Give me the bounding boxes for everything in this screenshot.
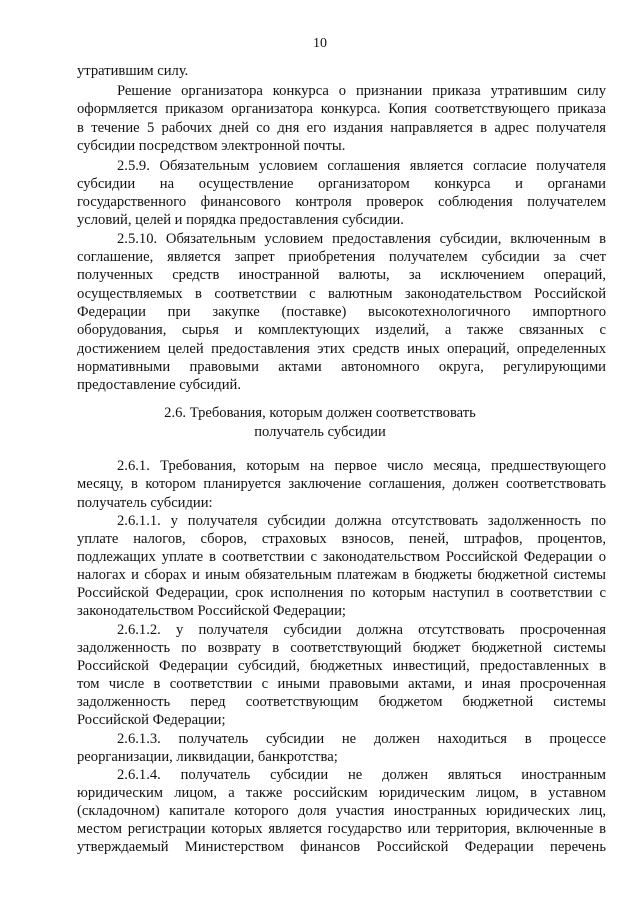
- text-line: том числе в соответствии с иными правовыми актами, и иная просроченная: [77, 676, 606, 692]
- text-line: полученных средств иностранной валюты, за исключением операций,: [77, 267, 606, 283]
- text-line: утратившим силу.: [77, 63, 189, 79]
- text-line: Решение организатора конкурса о признании приказа утратившим силу: [117, 83, 606, 99]
- text-line: законодательством Российской Федерации;: [77, 603, 346, 619]
- section-heading-line: получатель субсидии: [254, 424, 386, 440]
- text-line: предоставление субсидий.: [77, 377, 241, 393]
- text-line: 2.6.1.4. получатель субсидии не должен являться иностранным: [117, 767, 606, 783]
- text-line: в течение 5 рабочих дней со дня его издания направляется в адрес получателя: [77, 120, 606, 136]
- text-line: местом регистрации которых является государство или территория, включенные в: [77, 821, 606, 837]
- text-line: налогах и сборах и иным обязательным платежам в бюджеты бюджетной системы: [77, 567, 606, 583]
- text-line: юридическим лицом, а также российским юридическим лицом, в уставном: [77, 785, 606, 801]
- text-line: задолженность перед соответствующим бюджетом бюджетной системы: [77, 694, 606, 710]
- page-number: 10: [313, 36, 327, 51]
- text-line: реорганизации, ликвидации, банкротства;: [77, 749, 338, 765]
- text-line: Российской Федерации субсидий, бюджетных инвестиций, предоставленных в: [77, 658, 606, 674]
- text-line: субсидии на осуществление организатором конкурса и органами: [77, 176, 606, 192]
- text-line: Российской Федерации, срок исполнения по которым наступил в соответствии с: [77, 585, 606, 601]
- text-line: утверждаемый Министерством финансов Российской Федерации перечень: [77, 839, 606, 855]
- text-line: государственного финансового контроля проверок соблюдения получателем: [77, 194, 606, 210]
- text-line: субсидии посредством электронной почты.: [77, 138, 346, 154]
- text-line: 2.6.1. Требования, которым на первое число месяца, предшествующего: [117, 458, 606, 474]
- text-line: оборудования, сырья и комплектующих изделий, а также связанных с: [77, 322, 606, 338]
- text-line: соглашение, является запрет приобретения получателем субсидии за счет: [77, 249, 606, 265]
- text-line: задолженность по возврату в соответствующий бюджет бюджетной системы: [77, 640, 606, 656]
- text-line: 2.6.1.3. получатель субсидии не должен находиться в процессе: [117, 731, 606, 747]
- text-line: 2.5.9. Обязательным условием соглашения является согласие получателя: [117, 158, 606, 174]
- text-line: (складочном) капитале которого доля участия иностранных юридических лиц,: [77, 803, 606, 819]
- section-heading-line: 2.6. Требования, которым должен соответствовать: [164, 405, 476, 421]
- text-line: Российской Федерации;: [77, 712, 226, 728]
- text-line: получатель субсидии:: [77, 495, 213, 511]
- text-line: Федерации при закупке (поставке) высокотехнологичного импортного: [77, 304, 606, 320]
- text-line: 2.6.1.1. у получателя субсидии должна отсутствовать задолженность по: [117, 513, 606, 529]
- text-line: условий, целей и порядка предоставления субсидии.: [77, 212, 404, 228]
- text-line: подлежащих уплате в соответствии с законодательством Российской Федерации о: [77, 549, 606, 565]
- text-line: достижением целей предоставления этих средств иных операций, определенных: [77, 341, 606, 357]
- text-line: нормативными правовыми актами автономного округа, регулирующими: [77, 359, 606, 375]
- text-line: 2.6.1.2. у получателя субсидии должна отсутствовать просроченная: [117, 622, 606, 638]
- text-line: уплате налогов, сборов, страховых взносов, пеней, штрафов, процентов,: [77, 531, 606, 547]
- text-line: 2.5.10. Обязательным условием предоставления субсидии, включенным в: [117, 231, 606, 247]
- text-line: осуществляемых в соответствии с валютным законодательством Российской: [77, 286, 606, 302]
- text-line: месяцу, в котором планируется заключение соглашения, должен соответствовать: [77, 476, 606, 492]
- text-line: оформляется приказом организатора конкурса. Копия соответствующего приказа: [77, 101, 606, 117]
